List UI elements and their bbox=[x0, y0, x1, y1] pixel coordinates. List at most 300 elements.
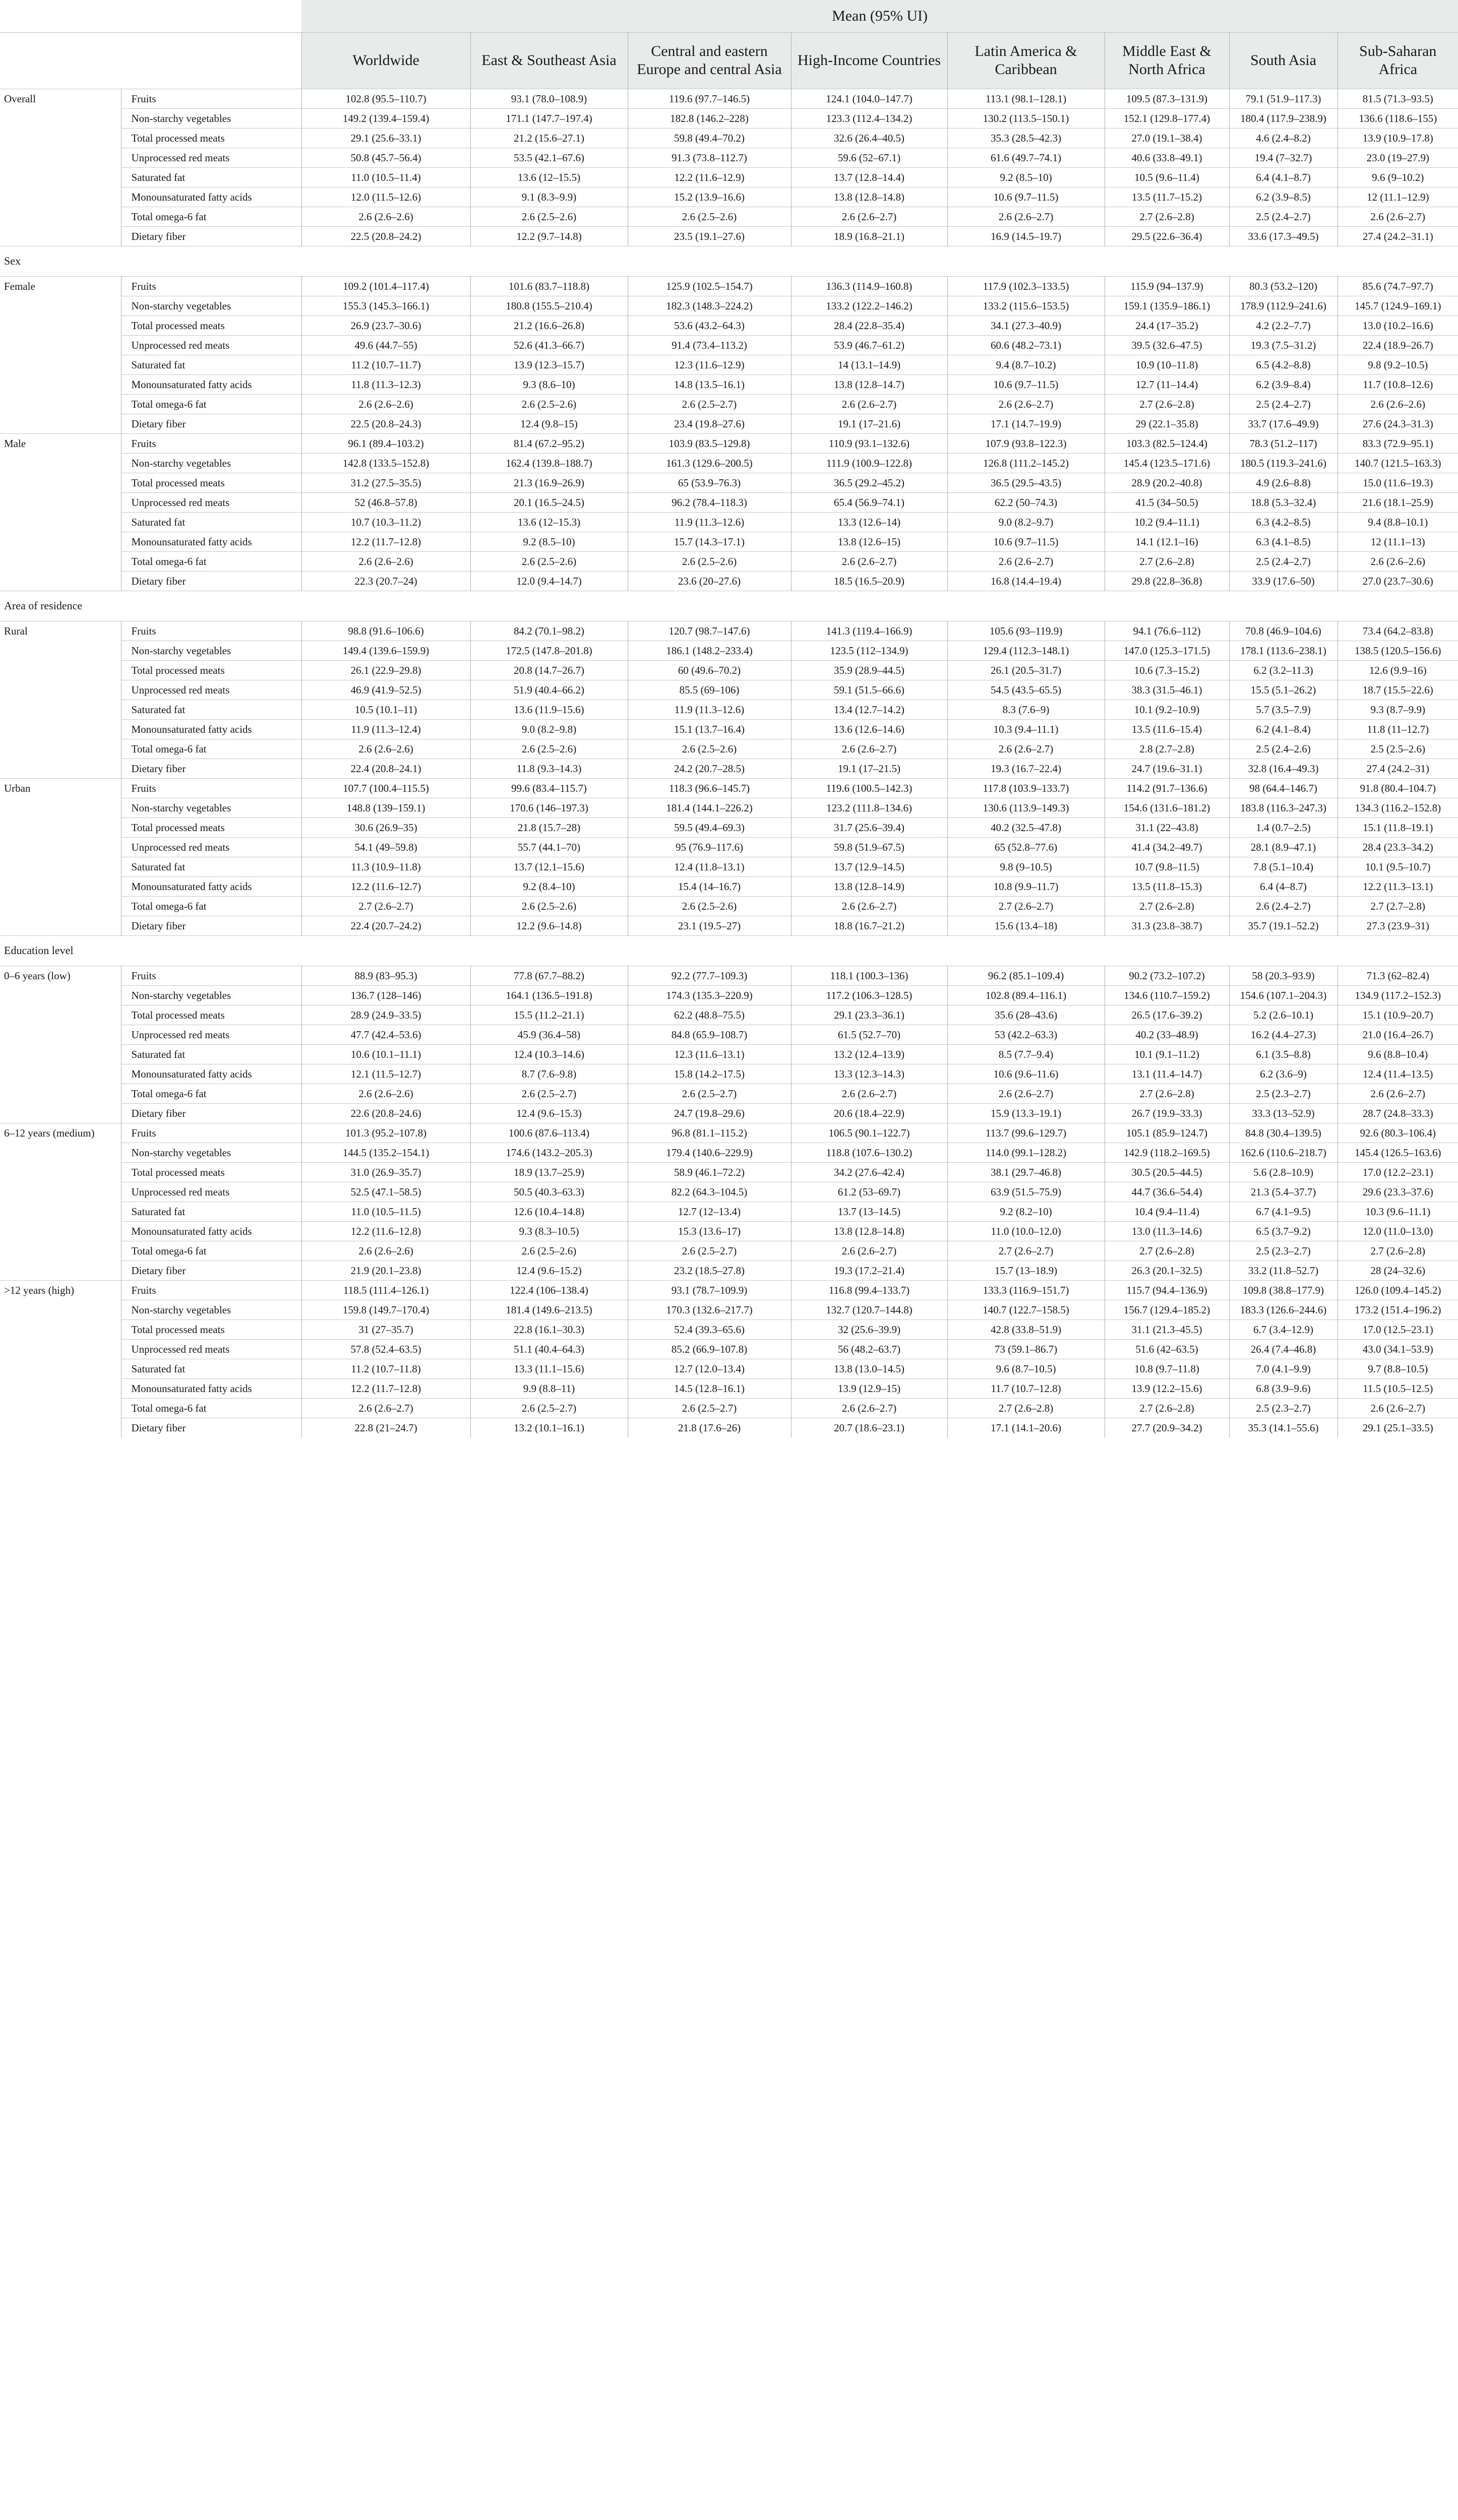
value-cell: 15.6 (13.4–18) bbox=[947, 916, 1105, 935]
table-row bbox=[0, 148, 1458, 167]
table-row bbox=[0, 296, 1458, 316]
section-title: Sex bbox=[0, 246, 1458, 276]
value-cell: 26.5 (17.6–39.2) bbox=[1105, 1005, 1229, 1025]
value-cell: 2.6 (2.5–2.6) bbox=[628, 207, 791, 226]
value-cell: 118.8 (107.6–130.2) bbox=[791, 1143, 947, 1162]
nutrient-label: Total processed meats bbox=[121, 1319, 301, 1339]
value-cell: 13.8 (12.8–14.9) bbox=[791, 876, 947, 896]
table-row bbox=[0, 1044, 1458, 1064]
value-cell: 11.7 (10.7–12.8) bbox=[947, 1378, 1105, 1398]
table-row bbox=[0, 680, 1458, 700]
value-cell: 154.6 (131.6–181.2) bbox=[1105, 798, 1229, 817]
table-header bbox=[0, 0, 1458, 89]
value-cell: 62.2 (50–74.3) bbox=[947, 492, 1105, 512]
value-cell: 8.3 (7.6–9) bbox=[947, 700, 1105, 719]
value-cell: 12.4 (10.3–14.6) bbox=[470, 1044, 628, 1064]
value-cell: 11.0 (10.5–11.4) bbox=[301, 167, 470, 187]
value-cell: 116.8 (99.4–133.7) bbox=[791, 1280, 947, 1300]
value-cell: 13.5 (11.6–15.4) bbox=[1105, 719, 1229, 739]
value-cell: 44.7 (36.6–54.4) bbox=[1105, 1182, 1229, 1202]
value-cell: 2.6 (2.6–2.7) bbox=[791, 739, 947, 759]
nutrient-label: Total omega-6 fat bbox=[121, 1398, 301, 1418]
table-row bbox=[0, 532, 1458, 551]
value-cell: 159.8 (149.7–170.4) bbox=[301, 1300, 470, 1319]
value-cell: 12.3 (11.6–13.1) bbox=[628, 1044, 791, 1064]
value-cell: 145.7 (124.9–169.1) bbox=[1338, 296, 1458, 316]
value-cell: 23.0 (19–27.9) bbox=[1338, 148, 1458, 167]
value-cell: 159.1 (135.9–186.1) bbox=[1105, 296, 1229, 316]
value-cell: 2.6 (2.6–2.6) bbox=[301, 1084, 470, 1103]
value-cell: 51.9 (40.4–66.2) bbox=[470, 680, 628, 700]
value-cell: 51.1 (40.4–64.3) bbox=[470, 1339, 628, 1359]
nutrient-label: Non-starchy vegetables bbox=[121, 453, 301, 473]
value-cell: 142.8 (133.5–152.8) bbox=[301, 453, 470, 473]
value-cell: 24.7 (19.8–29.6) bbox=[628, 1103, 791, 1123]
value-cell: 13.9 (12.2–15.6) bbox=[1105, 1378, 1229, 1398]
value-cell: 105.6 (93–119.9) bbox=[947, 621, 1105, 641]
nutrient-label: Dietary fiber bbox=[121, 1103, 301, 1123]
value-cell: 130.2 (113.5–150.1) bbox=[947, 108, 1105, 128]
group-label: 0–6 years (low) bbox=[0, 966, 121, 1123]
value-cell: 103.9 (83.5–129.8) bbox=[628, 433, 791, 453]
value-cell: 118.5 (111.4–126.1) bbox=[301, 1280, 470, 1300]
value-cell: 13.6 (11.9–15.6) bbox=[470, 700, 628, 719]
table-row bbox=[0, 355, 1458, 374]
value-cell: 92.6 (80.3–106.4) bbox=[1338, 1123, 1458, 1143]
value-cell: 133.3 (116.9–151.7) bbox=[947, 1280, 1105, 1300]
value-cell: 33.9 (17.6–50) bbox=[1229, 571, 1338, 591]
nutrient-label: Monounsaturated fatty acids bbox=[121, 1378, 301, 1398]
value-cell: 4.6 (2.4–8.2) bbox=[1229, 128, 1338, 148]
value-cell: 62.2 (48.8–75.5) bbox=[628, 1005, 791, 1025]
value-cell: 2.6 (2.6–2.7) bbox=[791, 394, 947, 414]
value-cell: 8.5 (7.7–9.4) bbox=[947, 1044, 1105, 1064]
value-cell: 164.1 (136.5–191.8) bbox=[470, 985, 628, 1005]
value-cell: 29.1 (25.1–33.5) bbox=[1338, 1418, 1458, 1437]
nutrient-label: Saturated fat bbox=[121, 700, 301, 719]
region-header: Sub-Saharan Africa bbox=[1338, 32, 1458, 89]
value-cell: 59.5 (49.4–69.3) bbox=[628, 817, 791, 837]
nutrient-label: Total omega-6 fat bbox=[121, 896, 301, 916]
value-cell: 149.2 (139.4–159.4) bbox=[301, 108, 470, 128]
table-row bbox=[0, 316, 1458, 335]
value-cell: 15.4 (14–16.7) bbox=[628, 876, 791, 896]
table-row bbox=[0, 187, 1458, 207]
nutrient-label: Non-starchy vegetables bbox=[121, 1143, 301, 1162]
value-cell: 109.8 (38.8–177.9) bbox=[1229, 1280, 1338, 1300]
value-cell: 129.4 (112.3–148.1) bbox=[947, 641, 1105, 660]
value-cell: 21.3 (5.4–37.7) bbox=[1229, 1182, 1338, 1202]
group-label: >12 years (high) bbox=[0, 1280, 121, 1437]
value-cell: 34.2 (27.6–42.4) bbox=[791, 1162, 947, 1182]
value-cell: 113.7 (99.6–129.7) bbox=[947, 1123, 1105, 1143]
value-cell: 13.6 (12.6–14.6) bbox=[791, 719, 947, 739]
value-cell: 18.8 (5.3–32.4) bbox=[1229, 492, 1338, 512]
value-cell: 18.7 (15.5–22.6) bbox=[1338, 680, 1458, 700]
table-row bbox=[0, 374, 1458, 394]
value-cell: 12.6 (9.9–16) bbox=[1338, 660, 1458, 680]
value-cell: 27.6 (24.3–31.3) bbox=[1338, 414, 1458, 433]
value-cell: 18.5 (16.5–20.9) bbox=[791, 571, 947, 591]
value-cell: 113.1 (98.1–128.1) bbox=[947, 89, 1105, 108]
value-cell: 34.1 (27.3–40.9) bbox=[947, 316, 1105, 335]
value-cell: 12.4 (9.6–15.2) bbox=[470, 1261, 628, 1280]
value-cell: 10.1 (9.2–10.9) bbox=[1105, 700, 1229, 719]
value-cell: 12.7 (12.0–13.4) bbox=[628, 1359, 791, 1378]
value-cell: 91.3 (73.8–112.7) bbox=[628, 148, 791, 167]
value-cell: 170.3 (132.6–217.7) bbox=[628, 1300, 791, 1319]
value-cell: 2.6 (2.6–2.7) bbox=[1338, 1084, 1458, 1103]
value-cell: 2.6 (2.6–2.7) bbox=[791, 1398, 947, 1418]
value-cell: 6.1 (3.5–8.8) bbox=[1229, 1044, 1338, 1064]
value-cell: 134.9 (117.2–152.3) bbox=[1338, 985, 1458, 1005]
value-cell: 2.6 (2.6–2.6) bbox=[301, 1241, 470, 1261]
value-cell: 24.7 (19.6–31.1) bbox=[1105, 759, 1229, 778]
value-cell: 15.9 (13.3–19.1) bbox=[947, 1103, 1105, 1123]
table-row bbox=[0, 1261, 1458, 1280]
value-cell: 30.5 (20.5–44.5) bbox=[1105, 1162, 1229, 1182]
value-cell: 105.1 (85.9–124.7) bbox=[1105, 1123, 1229, 1143]
value-cell: 178.9 (112.9–241.6) bbox=[1229, 296, 1338, 316]
value-cell: 16.8 (14.4–19.4) bbox=[947, 571, 1105, 591]
value-cell: 31 (27–35.7) bbox=[301, 1319, 470, 1339]
value-cell: 2.6 (2.6–2.6) bbox=[1338, 394, 1458, 414]
value-cell: 13.6 (12–15.5) bbox=[470, 167, 628, 187]
value-cell: 6.7 (4.1–9.5) bbox=[1229, 1202, 1338, 1221]
value-cell: 17.0 (12.2–23.1) bbox=[1338, 1162, 1458, 1182]
value-cell: 22.6 (20.8–24.6) bbox=[301, 1103, 470, 1123]
region-header: South Asia bbox=[1229, 32, 1338, 89]
value-cell: 12.4 (11.4–13.5) bbox=[1338, 1064, 1458, 1084]
value-cell: 56 (48.2–63.7) bbox=[791, 1339, 947, 1359]
table-row bbox=[0, 1084, 1458, 1103]
value-cell: 15.0 (11.6–19.3) bbox=[1338, 473, 1458, 492]
value-cell: 36.5 (29.2–45.2) bbox=[791, 473, 947, 492]
value-cell: 123.5 (112–134.9) bbox=[791, 641, 947, 660]
value-cell: 101.3 (95.2–107.8) bbox=[301, 1123, 470, 1143]
value-cell: 22.4 (18.9–26.7) bbox=[1338, 335, 1458, 355]
value-cell: 120.7 (98.7–147.6) bbox=[628, 621, 791, 641]
value-cell: 82.2 (64.3–104.5) bbox=[628, 1182, 791, 1202]
value-cell: 2.6 (2.5–2.7) bbox=[470, 1398, 628, 1418]
value-cell: 35.9 (28.9–44.5) bbox=[791, 660, 947, 680]
value-cell: 12.2 (9.7–14.8) bbox=[470, 226, 628, 246]
value-cell: 16.2 (4.4–27.3) bbox=[1229, 1025, 1338, 1044]
header-blank bbox=[0, 32, 301, 89]
group-label: Urban bbox=[0, 778, 121, 935]
value-cell: 28.1 (8.9–47.1) bbox=[1229, 837, 1338, 857]
table-row bbox=[0, 1378, 1458, 1398]
value-cell: 12.4 (9.6–15.3) bbox=[470, 1103, 628, 1123]
value-cell: 27.7 (20.9–34.2) bbox=[1105, 1418, 1229, 1437]
value-cell: 85.6 (74.7–97.7) bbox=[1338, 276, 1458, 296]
value-cell: 9.3 (8.3–10.5) bbox=[470, 1221, 628, 1241]
table-row bbox=[0, 108, 1458, 128]
value-cell: 43.0 (34.1–53.9) bbox=[1338, 1339, 1458, 1359]
value-cell: 126.8 (111.2–145.2) bbox=[947, 453, 1105, 473]
value-cell: 2.6 (2.6–2.6) bbox=[301, 207, 470, 226]
value-cell: 95 (76.9–117.6) bbox=[628, 837, 791, 857]
value-cell: 126.0 (109.4–145.2) bbox=[1338, 1280, 1458, 1300]
value-cell: 78.3 (51.2–117) bbox=[1229, 433, 1338, 453]
value-cell: 35.6 (28–43.6) bbox=[947, 1005, 1105, 1025]
value-cell: 2.6 (2.4–2.7) bbox=[1229, 896, 1338, 916]
nutrient-label: Saturated fat bbox=[121, 355, 301, 374]
value-cell: 142.9 (118.2–169.5) bbox=[1105, 1143, 1229, 1162]
nutrient-label: Fruits bbox=[121, 966, 301, 985]
value-cell: 85.5 (69–106) bbox=[628, 680, 791, 700]
header-blank bbox=[0, 0, 301, 32]
group-label: Male bbox=[0, 433, 121, 591]
value-cell: 19.4 (7–32.7) bbox=[1229, 148, 1338, 167]
nutrient-label: Fruits bbox=[121, 621, 301, 641]
value-cell: 180.8 (155.5–210.4) bbox=[470, 296, 628, 316]
value-cell: 92.2 (77.7–109.3) bbox=[628, 966, 791, 985]
value-cell: 2.6 (2.5–2.7) bbox=[628, 1398, 791, 1418]
value-cell: 98 (64.4–146.7) bbox=[1229, 778, 1338, 798]
value-cell: 6.3 (4.1–8.5) bbox=[1229, 532, 1338, 551]
value-cell: 155.3 (145.3–166.1) bbox=[301, 296, 470, 316]
nutrient-label: Fruits bbox=[121, 1123, 301, 1143]
value-cell: 32 (25.6–39.9) bbox=[791, 1319, 947, 1339]
value-cell: 178.1 (113.6–238.1) bbox=[1229, 641, 1338, 660]
value-cell: 22.4 (20.8–24.1) bbox=[301, 759, 470, 778]
table-row bbox=[0, 394, 1458, 414]
value-cell: 111.9 (100.9–122.8) bbox=[791, 453, 947, 473]
value-cell: 15.7 (14.3–17.1) bbox=[628, 532, 791, 551]
value-cell: 63.9 (51.5–75.9) bbox=[947, 1182, 1105, 1202]
value-cell: 15.2 (13.9–16.6) bbox=[628, 187, 791, 207]
nutrient-label: Fruits bbox=[121, 89, 301, 108]
value-cell: 13.5 (11.7–15.2) bbox=[1105, 187, 1229, 207]
value-cell: 11.9 (11.3–12.6) bbox=[628, 512, 791, 532]
value-cell: 39.5 (32.6–47.5) bbox=[1105, 335, 1229, 355]
value-cell: 29 (22.1–35.8) bbox=[1105, 414, 1229, 433]
value-cell: 2.6 (2.5–2.7) bbox=[628, 1241, 791, 1261]
value-cell: 29.6 (23.3–37.6) bbox=[1338, 1182, 1458, 1202]
value-cell: 16.9 (14.5–19.7) bbox=[947, 226, 1105, 246]
value-cell: 109.5 (87.3–131.9) bbox=[1105, 89, 1229, 108]
value-cell: 11.7 (10.8–12.6) bbox=[1338, 374, 1458, 394]
value-cell: 12.0 (11.5–12.6) bbox=[301, 187, 470, 207]
value-cell: 22.3 (20.7–24) bbox=[301, 571, 470, 591]
value-cell: 2.7 (2.6–2.8) bbox=[1105, 896, 1229, 916]
group-label: Overall bbox=[0, 89, 121, 246]
table-row bbox=[0, 641, 1458, 660]
value-cell: 2.7 (2.6–2.7) bbox=[947, 1241, 1105, 1261]
value-cell: 12.2 (11.7–12.8) bbox=[301, 1378, 470, 1398]
value-cell: 12.4 (9.8–15) bbox=[470, 414, 628, 433]
value-cell: 2.6 (2.5–2.6) bbox=[470, 739, 628, 759]
value-cell: 2.5 (2.3–2.7) bbox=[1229, 1241, 1338, 1261]
value-cell: 13.6 (12–15.3) bbox=[470, 512, 628, 532]
table-row bbox=[0, 1300, 1458, 1319]
value-cell: 96.2 (85.1–109.4) bbox=[947, 966, 1105, 985]
nutrient-label: Monounsaturated fatty acids bbox=[121, 187, 301, 207]
value-cell: 32.6 (26.4–40.5) bbox=[791, 128, 947, 148]
value-cell: 27.4 (24.2–31.1) bbox=[1338, 226, 1458, 246]
value-cell: 13.2 (12.4–13.9) bbox=[791, 1044, 947, 1064]
value-cell: 122.4 (106–138.4) bbox=[470, 1280, 628, 1300]
value-cell: 2.6 (2.5–2.6) bbox=[470, 394, 628, 414]
value-cell: 9.6 (9–10.2) bbox=[1338, 167, 1458, 187]
value-cell: 118.1 (100.3–136) bbox=[791, 966, 947, 985]
value-cell: 10.4 (9.4–11.4) bbox=[1105, 1202, 1229, 1221]
value-cell: 28.4 (22.8–35.4) bbox=[791, 316, 947, 335]
table-row bbox=[0, 1339, 1458, 1359]
value-cell: 88.9 (83–95.3) bbox=[301, 966, 470, 985]
value-cell: 5.6 (2.8–10.9) bbox=[1229, 1162, 1338, 1182]
table-row bbox=[0, 916, 1458, 935]
value-cell: 9.3 (8.7–9.9) bbox=[1338, 700, 1458, 719]
value-cell: 2.5 (2.4–2.7) bbox=[1229, 394, 1338, 414]
value-cell: 2.6 (2.6–2.7) bbox=[791, 551, 947, 571]
value-cell: 2.6 (2.6–2.7) bbox=[947, 394, 1105, 414]
value-cell: 12.1 (11.5–12.7) bbox=[301, 1064, 470, 1084]
value-cell: 12.0 (9.4–14.7) bbox=[470, 571, 628, 591]
value-cell: 11.9 (11.3–12.4) bbox=[301, 719, 470, 739]
value-cell: 84.8 (30.4–139.5) bbox=[1229, 1123, 1338, 1143]
value-cell: 23.6 (20–27.6) bbox=[628, 571, 791, 591]
value-cell: 12.6 (10.4–14.8) bbox=[470, 1202, 628, 1221]
value-cell: 2.6 (2.6–2.6) bbox=[301, 551, 470, 571]
table-row bbox=[0, 167, 1458, 187]
value-cell: 9.7 (8.8–10.5) bbox=[1338, 1359, 1458, 1378]
value-cell: 60 (49.6–70.2) bbox=[628, 660, 791, 680]
value-cell: 14.1 (12.1–16) bbox=[1105, 532, 1229, 551]
value-cell: 7.8 (5.1–10.4) bbox=[1229, 857, 1338, 876]
table-row bbox=[0, 1143, 1458, 1162]
nutrient-label: Total processed meats bbox=[121, 660, 301, 680]
value-cell: 2.7 (2.6–2.8) bbox=[1105, 394, 1229, 414]
nutrient-label: Non-starchy vegetables bbox=[121, 641, 301, 660]
table-row bbox=[0, 966, 1458, 985]
value-cell: 1.4 (0.7–2.5) bbox=[1229, 817, 1338, 837]
value-cell: 27.0 (23.7–30.6) bbox=[1338, 571, 1458, 591]
value-cell: 79.1 (51.9–117.3) bbox=[1229, 89, 1338, 108]
value-cell: 13.0 (10.2–16.6) bbox=[1338, 316, 1458, 335]
table-row bbox=[0, 621, 1458, 641]
nutrient-label: Non-starchy vegetables bbox=[121, 985, 301, 1005]
value-cell: 125.9 (102.5–154.7) bbox=[628, 276, 791, 296]
value-cell: 118.3 (96.6–145.7) bbox=[628, 778, 791, 798]
value-cell: 145.4 (126.5–163.6) bbox=[1338, 1143, 1458, 1162]
value-cell: 18.8 (16.7–21.2) bbox=[791, 916, 947, 935]
value-cell: 2.5 (2.5–2.6) bbox=[1338, 739, 1458, 759]
value-cell: 57.8 (52.4–63.5) bbox=[301, 1339, 470, 1359]
value-cell: 31.0 (26.9–35.7) bbox=[301, 1162, 470, 1182]
value-cell: 54.5 (43.5–65.5) bbox=[947, 680, 1105, 700]
value-cell: 117.8 (103.9–133.7) bbox=[947, 778, 1105, 798]
value-cell: 53.6 (43.2–64.3) bbox=[628, 316, 791, 335]
value-cell: 10.1 (9.5–10.7) bbox=[1338, 857, 1458, 876]
value-cell: 10.8 (9.7–11.8) bbox=[1105, 1359, 1229, 1378]
value-cell: 26.1 (22.9–29.8) bbox=[301, 660, 470, 680]
value-cell: 99.6 (83.4–115.7) bbox=[470, 778, 628, 798]
value-cell: 42.8 (33.8–51.9) bbox=[947, 1319, 1105, 1339]
value-cell: 21.8 (17.6–26) bbox=[628, 1418, 791, 1437]
value-cell: 33.3 (13–52.9) bbox=[1229, 1103, 1338, 1123]
value-cell: 123.2 (111.8–134.6) bbox=[791, 798, 947, 817]
value-cell: 24.4 (17–35.2) bbox=[1105, 316, 1229, 335]
nutrient-label: Total omega-6 fat bbox=[121, 1241, 301, 1261]
value-cell: 52 (46.8–57.8) bbox=[301, 492, 470, 512]
value-cell: 9.2 (8.5–10) bbox=[470, 532, 628, 551]
table-row bbox=[0, 276, 1458, 296]
nutrient-label: Fruits bbox=[121, 276, 301, 296]
value-cell: 31.2 (27.5–35.5) bbox=[301, 473, 470, 492]
region-header: Central and eastern Europe and central Asia bbox=[628, 32, 791, 89]
value-cell: 23.1 (19.5–27) bbox=[628, 916, 791, 935]
nutrient-label: Monounsaturated fatty acids bbox=[121, 374, 301, 394]
value-cell: 17.1 (14.7–19.9) bbox=[947, 414, 1105, 433]
value-cell: 8.7 (7.6–9.8) bbox=[470, 1064, 628, 1084]
value-cell: 2.7 (2.6–2.8) bbox=[1105, 1398, 1229, 1418]
value-cell: 101.6 (83.7–118.8) bbox=[470, 276, 628, 296]
table-row bbox=[0, 817, 1458, 837]
value-cell: 54.1 (49–59.8) bbox=[301, 837, 470, 857]
table-row bbox=[0, 128, 1458, 148]
value-cell: 2.6 (2.6–2.7) bbox=[1338, 207, 1458, 226]
value-cell: 162.4 (139.8–188.7) bbox=[470, 453, 628, 473]
value-cell: 20.6 (18.4–22.9) bbox=[791, 1103, 947, 1123]
value-cell: 172.5 (147.8–201.8) bbox=[470, 641, 628, 660]
value-cell: 41.4 (34.2–49.7) bbox=[1105, 837, 1229, 857]
value-cell: 13.0 (11.3–14.6) bbox=[1105, 1221, 1229, 1241]
nutrient-label: Total omega-6 fat bbox=[121, 551, 301, 571]
value-cell: 182.3 (148.3–224.2) bbox=[628, 296, 791, 316]
table-row bbox=[0, 1005, 1458, 1025]
value-cell: 18.9 (13.7–25.9) bbox=[470, 1162, 628, 1182]
value-cell: 2.7 (2.6–2.8) bbox=[1105, 1084, 1229, 1103]
value-cell: 12.7 (11–14.4) bbox=[1105, 374, 1229, 394]
table-row bbox=[0, 207, 1458, 226]
value-cell: 11.9 (11.3–12.6) bbox=[628, 700, 791, 719]
value-cell: 9.6 (8.7–10.5) bbox=[947, 1359, 1105, 1378]
value-cell: 117.2 (106.3–128.5) bbox=[791, 985, 947, 1005]
value-cell: 22.8 (21–24.7) bbox=[301, 1418, 470, 1437]
table-row bbox=[0, 1221, 1458, 1241]
nutrient-label: Dietary fiber bbox=[121, 1418, 301, 1437]
value-cell: 124.1 (104.0–147.7) bbox=[791, 89, 947, 108]
value-cell: 10.6 (9.7–11.5) bbox=[947, 532, 1105, 551]
value-cell: 26.7 (19.9–33.3) bbox=[1105, 1103, 1229, 1123]
value-cell: 33.7 (17.6–49.9) bbox=[1229, 414, 1338, 433]
value-cell: 133.2 (115.6–153.5) bbox=[947, 296, 1105, 316]
value-cell: 2.5 (2.4–2.7) bbox=[1229, 207, 1338, 226]
table-row bbox=[0, 414, 1458, 433]
table-row bbox=[0, 759, 1458, 778]
value-cell: 2.6 (2.6–2.7) bbox=[1338, 1398, 1458, 1418]
value-cell: 13.9 (10.9–17.8) bbox=[1338, 128, 1458, 148]
value-cell: 65 (53.9–76.3) bbox=[628, 473, 791, 492]
value-cell: 50.8 (45.7–56.4) bbox=[301, 148, 470, 167]
value-cell: 21.8 (15.7–28) bbox=[470, 817, 628, 837]
value-cell: 110.9 (93.1–132.6) bbox=[791, 433, 947, 453]
value-cell: 115.9 (94–137.9) bbox=[1105, 276, 1229, 296]
value-cell: 33.2 (11.8–52.7) bbox=[1229, 1261, 1338, 1280]
value-cell: 93.1 (78.7–109.9) bbox=[628, 1280, 791, 1300]
value-cell: 15.1 (11.8–19.1) bbox=[1338, 817, 1458, 837]
nutrient-label: Unprocessed red meats bbox=[121, 680, 301, 700]
value-cell: 11.8 (11.3–12.3) bbox=[301, 374, 470, 394]
table-row bbox=[0, 1103, 1458, 1123]
value-cell: 2.5 (2.4–2.6) bbox=[1229, 739, 1338, 759]
value-cell: 35.3 (28.5–42.3) bbox=[947, 128, 1105, 148]
nutrient-label: Total processed meats bbox=[121, 1005, 301, 1025]
value-cell: 22.5 (20.8–24.3) bbox=[301, 414, 470, 433]
nutrient-label: Fruits bbox=[121, 1280, 301, 1300]
